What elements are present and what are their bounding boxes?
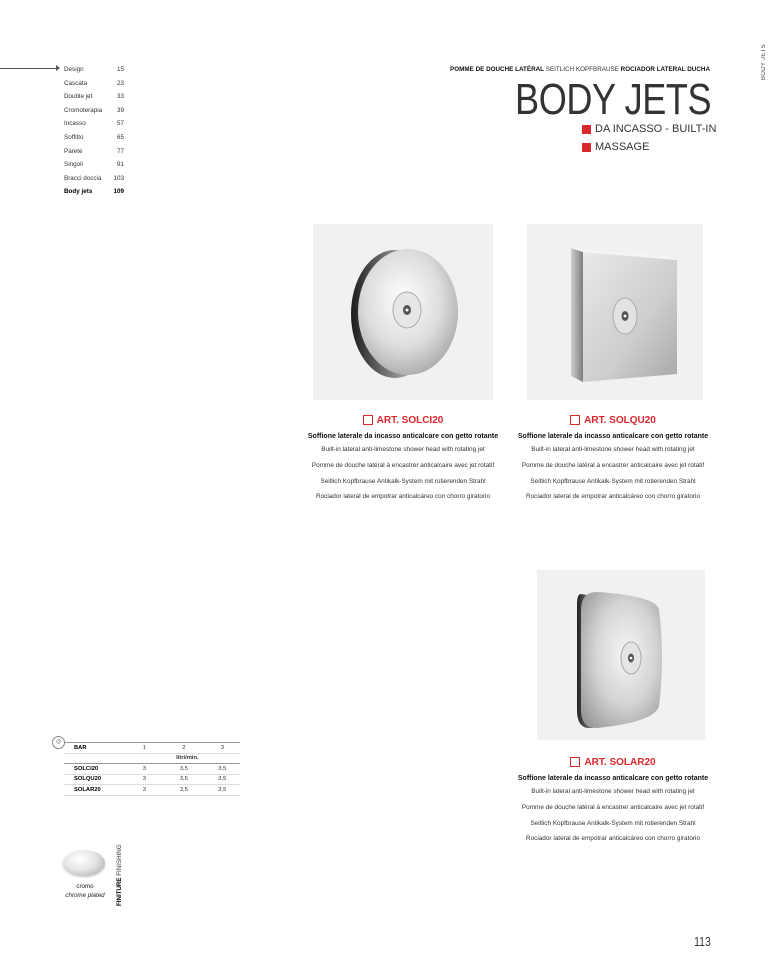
nav-item-cascata[interactable]: Cascata 23	[64, 79, 124, 87]
red-square-icon	[582, 143, 591, 152]
nav-item-parete[interactable]: Parete 77	[64, 147, 124, 155]
nav-item-cromoterapia[interactable]: Cromoterapia 39	[64, 106, 124, 114]
description-de: Seitlich Kopfbrause Antikalk-System mit rotierenden Strahl	[320, 477, 486, 485]
description-it: Soffione laterale da incasso anticalcare con getto rotante	[517, 433, 709, 440]
finish-name-en: chrome plated	[65, 892, 105, 899]
product-image-solar20	[537, 570, 705, 740]
description-de: Seitlich Kopfbrause Antikalk-System mit rotierenden Strahl	[530, 819, 696, 827]
finish-name-it: cromo	[76, 883, 94, 890]
description-es: Rociador lateral de empotrar anticalcáreo con chorro giratorio	[315, 493, 491, 501]
nav-pointer-line	[0, 68, 58, 69]
square-body-jet-icon	[527, 224, 703, 400]
chrome-finish-swatch	[63, 850, 105, 876]
table-unit-row: litri/min.	[64, 753, 240, 764]
article-code: ART. SOLAR20	[513, 755, 713, 769]
checkbox-icon	[570, 757, 580, 767]
product-caption-solar20	[513, 755, 713, 847]
product-caption-solci20	[303, 413, 503, 505]
page-title: BODY JETS	[514, 75, 711, 124]
nav-item-body-jets[interactable]: Body jets 109	[64, 188, 124, 196]
description-it: Soffione laterale da incasso anticalcare con getto rotante	[307, 433, 499, 440]
nav-item-soffitto[interactable]: Soffitto 65	[64, 133, 124, 141]
table-row: SOLAR20 3 3,5 3,5	[64, 785, 240, 796]
flow-rate-table	[64, 742, 240, 796]
round-body-jet-icon	[313, 224, 493, 400]
table-header-row: BAR 1 2 3	[64, 743, 240, 754]
description-de: Seitlich Kopfbrause Antikalk-System mit rotierenden Strahl	[530, 477, 696, 485]
tag-massage: MASSAGE	[582, 141, 649, 153]
description-fr: Pomme de douche latéral à encastrer anticalcaire avec jet rotatif	[521, 461, 705, 469]
product-image-solqu20	[527, 224, 703, 400]
article-code: ART. SOLCI20	[303, 413, 503, 427]
page-number: 113	[694, 934, 711, 949]
nav-item-design[interactable]: Design 15	[64, 66, 124, 73]
checkbox-icon	[570, 415, 580, 425]
nav-pointer-arrow-icon	[56, 65, 60, 71]
side-tab-label: BODY JETS	[761, 44, 767, 80]
nav-item-singoli[interactable]: Singoli 91	[64, 161, 124, 169]
table-row: SOLCI20 3 3,5 3,5	[64, 764, 240, 775]
description-en: Built-in lateral anti-limestone shower head with rotating jet	[531, 788, 695, 795]
rounded-square-body-jet-icon	[537, 570, 705, 740]
article-code: ART. SOLQU20	[513, 413, 713, 427]
side-tab	[761, 20, 771, 80]
chapter-index	[64, 63, 124, 199]
product-image-solci20	[313, 224, 493, 400]
red-square-icon	[582, 125, 591, 134]
description-en: Built-in lateral anti-limestone shower head with rotating jet	[321, 446, 485, 453]
section-subtitle: POMME DE DOUCHE LATÉRAL SEITLICH KOPFBRAUSE ROCIADOR LATERAL DUCHA	[450, 66, 710, 73]
description-es: Rociador lateral de empotrar anticalcáreo con chorro giratorio	[525, 835, 701, 843]
description-fr: Pomme de douche latéral à encastrer anticalcaire avec jet rotatif	[311, 461, 495, 469]
nav-item-bracci-doccia[interactable]: Bracci doccia 103	[64, 174, 124, 182]
tag-built-in: DA INCASSO - BUILT-IN	[582, 123, 716, 135]
description-es: Rociador lateral de empotrar anticalcáreo con chorro giratorio	[525, 493, 701, 501]
description-fr: Pomme de douche latéral à encastrer anticalcaire avec jet rotatif	[521, 803, 705, 811]
product-caption-solqu20	[513, 413, 713, 505]
checkbox-icon	[363, 415, 373, 425]
flow-rate-icon: ◎	[52, 736, 65, 749]
nav-item-double-jet[interactable]: Double jet 33	[64, 93, 124, 101]
description-it: Soffione laterale da incasso anticalcare con getto rotante	[517, 775, 709, 782]
description-en: Built-in lateral anti-limestone shower head with rotating jet	[531, 446, 695, 453]
finishing-label: FINITURE FINISHING	[116, 844, 123, 906]
nav-item-incasso[interactable]: Incasso 57	[64, 120, 124, 128]
table-row: SOLQU20 3 3,5 3,5	[64, 774, 240, 785]
